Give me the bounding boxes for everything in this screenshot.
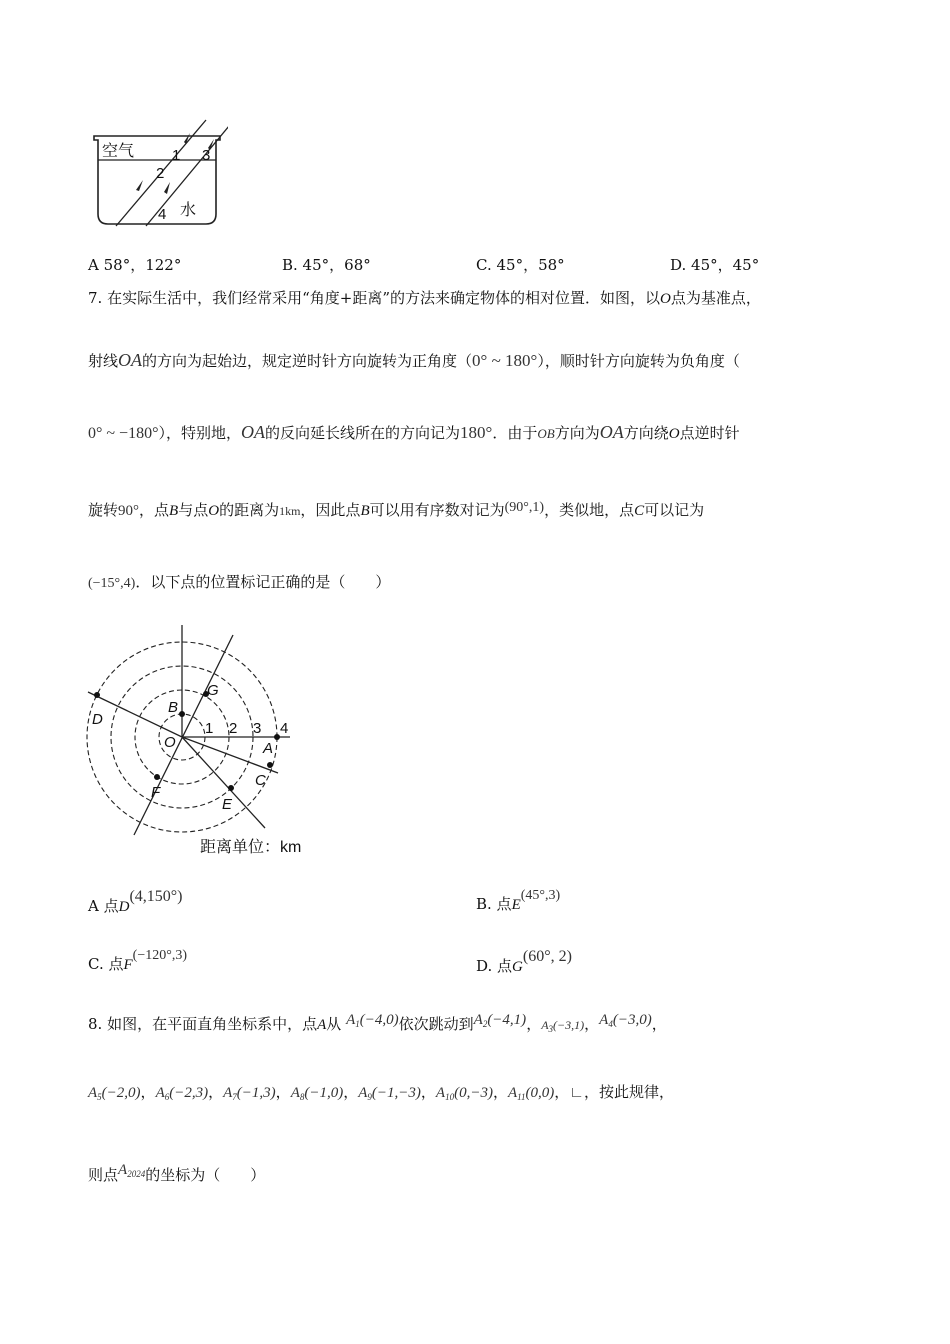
q7-text: 点为基准点， <box>670 289 761 307</box>
q7-text: 射线 <box>88 352 119 370</box>
point-d-dot <box>94 692 100 698</box>
q7-text: ，因此点 <box>300 501 361 519</box>
q7-text: ），特别地， <box>158 424 241 442</box>
option-point: G <box>512 959 523 975</box>
q7-text: ．以下点的位置标记正确的是（ ） <box>135 573 391 591</box>
math-a7: $A_7(-1,3)$ <box>223 1085 276 1102</box>
q7-text: ，点 <box>139 501 170 519</box>
math-range-positive: 0° ~ 180° <box>472 351 538 370</box>
q8-line-1: 8. 如图，在平面直角坐标系中，点A从 $A_1(-4,0)$依次跳动到$A_2(-4,1)$，$A_3(-3,1)$，$A_4(-3,0)$， <box>88 1012 667 1034</box>
q8-line-2: $A_5(-2,0)$，$A_6(-2,3)$，$A_7(-1,3)$，$A_8(-1,0)$，$A_9(-1,-3)$，$A_{10}(0,-3)$，$A_{11}(0,0)$，∟，按此规律， <box>88 1083 674 1102</box>
q8-line-3 <box>88 1160 265 1185</box>
option-label: C. 点 <box>88 955 124 973</box>
math-a1: $A_1(-4,0)$ <box>346 1012 399 1029</box>
arrow-3 <box>164 182 170 194</box>
q7-text: ．由于 <box>492 424 538 442</box>
q7-text: 在实际生活中，我们经常采用“角度+距离”的方法来确定物体的相对位置．如图，以 <box>107 289 661 307</box>
math-a6: $A_6(-2,3)$ <box>155 1085 209 1102</box>
var-c: C <box>634 503 645 519</box>
var-o: O <box>660 291 671 307</box>
q8-number: 8. <box>88 1015 103 1033</box>
air-label: 空气 <box>102 143 135 160</box>
q7-text: 可以记为 <box>644 501 705 519</box>
q7-option-d[interactable] <box>476 948 572 976</box>
q7-text: 点逆时针 <box>679 424 740 442</box>
var-a: A <box>317 1017 327 1033</box>
ring-label-2: 2 <box>229 720 238 737</box>
math-a11: $A_{11}(0,0)$ <box>507 1085 555 1102</box>
q7-option-a[interactable] <box>88 888 183 916</box>
math-a10: $A_{10}(0,-3)$ <box>435 1085 493 1102</box>
point-f-dot <box>154 774 160 780</box>
q7-text: 方向绕 <box>623 424 669 442</box>
q8-text: 的坐标为（ ） <box>145 1166 266 1184</box>
q8-text: 从 <box>326 1015 342 1033</box>
option-value: (4,150°) <box>129 888 183 905</box>
q8-text: ，按此规律， <box>583 1083 674 1101</box>
q7-text: 的距离为 <box>219 501 280 519</box>
water-label: 水 <box>180 202 197 219</box>
math-a4: $A_4(-3,0)$ <box>599 1012 652 1029</box>
q7-line-1 <box>88 288 761 309</box>
label-c: C <box>255 772 266 789</box>
point-e-dot <box>228 785 234 791</box>
point-c-dot <box>267 762 273 768</box>
q6-option-b[interactable]: B. 45°，68° <box>282 256 371 274</box>
polar-position-figure <box>80 620 340 860</box>
line-g-f <box>134 635 233 835</box>
q7-text: ，类似地，点 <box>544 501 635 519</box>
q7-option-c[interactable] <box>88 948 187 974</box>
ring-label-4: 4 <box>280 720 289 737</box>
q7-number: 7. <box>88 289 103 307</box>
label-d: D <box>92 711 103 728</box>
ring-label-3: 3 <box>253 720 262 737</box>
q7-line-5 <box>88 572 390 594</box>
option-point: F <box>123 957 133 973</box>
math-oa: OA <box>241 422 265 442</box>
option-label: B. 点 <box>476 895 512 913</box>
label-g: G <box>207 682 219 699</box>
q6-option-a[interactable]: A 58°，122° <box>88 256 182 274</box>
math-oa: OA <box>599 422 624 442</box>
math-a2024: $A_{2024}$ <box>118 1162 146 1179</box>
angle-label-2: 2 <box>156 165 165 182</box>
ring-label-1: 1 <box>205 720 214 737</box>
math-ob: OB <box>537 426 555 441</box>
option-point: E <box>511 897 521 913</box>
var-b: B <box>360 503 370 519</box>
option-label: A 点 <box>88 897 119 915</box>
math-a9: $A_9(-1,-3)$ <box>358 1085 421 1102</box>
q7-line-4 <box>88 498 704 521</box>
math-a5: $A_5(-2,0)$ <box>88 1085 141 1102</box>
unit-caption: 距离单位：km <box>200 839 302 856</box>
label-e: E <box>222 796 233 813</box>
var-b: B <box>169 503 179 519</box>
math-a2: $A_2(-4,1)$ <box>473 1012 527 1029</box>
q7-option-b[interactable] <box>476 888 560 914</box>
point-b-dot <box>179 711 185 717</box>
q8-text: 依次跳动到 <box>398 1015 474 1033</box>
math-range-negative: 0° ~ −180° <box>88 425 159 442</box>
label-f: F <box>151 784 161 801</box>
option-label: D. 点 <box>476 957 513 975</box>
q7-line-3 <box>88 422 740 444</box>
math-a8: $A_8(-1,0)$ <box>290 1085 344 1102</box>
refraction-beaker-figure <box>88 118 228 230</box>
q7-text: 方向为 <box>554 424 600 442</box>
q8-text: 如图，在平面直角坐标系中，点 <box>107 1015 318 1033</box>
q6-option-d[interactable]: D. 45°，45° <box>670 256 760 274</box>
math-ellipsis: ∟ <box>569 1085 584 1101</box>
math-pair-b: (90°,1) <box>504 500 545 515</box>
math-pair-c: (−15°,4) <box>88 576 136 591</box>
q7-text: 的方向为起始边，规定逆时针方向旋转为正角度（ <box>142 352 473 370</box>
q7-text: 与点 <box>178 501 209 519</box>
var-o: O <box>668 426 680 442</box>
q7-text: 旋转 <box>88 501 119 519</box>
q6-option-c[interactable]: C. 45°，58° <box>476 256 565 274</box>
label-a: A <box>263 740 274 757</box>
q7-text: 的反向延长线所在的方向记为 <box>265 424 461 442</box>
label-b: B <box>168 699 179 716</box>
ray-e <box>182 737 265 828</box>
option-point: D <box>118 899 130 915</box>
q7-text: 可以用有序数对记为 <box>369 501 505 519</box>
angle-label-1: 1 <box>172 147 181 164</box>
option-value: (45°,3) <box>520 888 561 903</box>
math-180: 180° <box>460 423 493 442</box>
q8-text: 则点 <box>88 1166 119 1184</box>
arrow-1 <box>136 180 143 191</box>
var-o: O <box>208 503 220 519</box>
option-value: (−120°,3) <box>132 948 187 963</box>
option-value: (60°, 2) <box>522 948 572 965</box>
q7-line-2 <box>88 350 740 371</box>
math-a3: $A_3(-3,1)$ <box>541 1018 585 1034</box>
math-90: 90° <box>118 503 140 519</box>
math-oa: OA <box>118 350 143 370</box>
label-o: O <box>164 734 176 751</box>
q7-text: ），顺时针方向旋转为负角度（ <box>537 352 740 370</box>
math-1km: 1km <box>279 504 301 518</box>
angle-label-4: 4 <box>158 206 167 223</box>
angle-label-3: 3 <box>202 147 211 164</box>
